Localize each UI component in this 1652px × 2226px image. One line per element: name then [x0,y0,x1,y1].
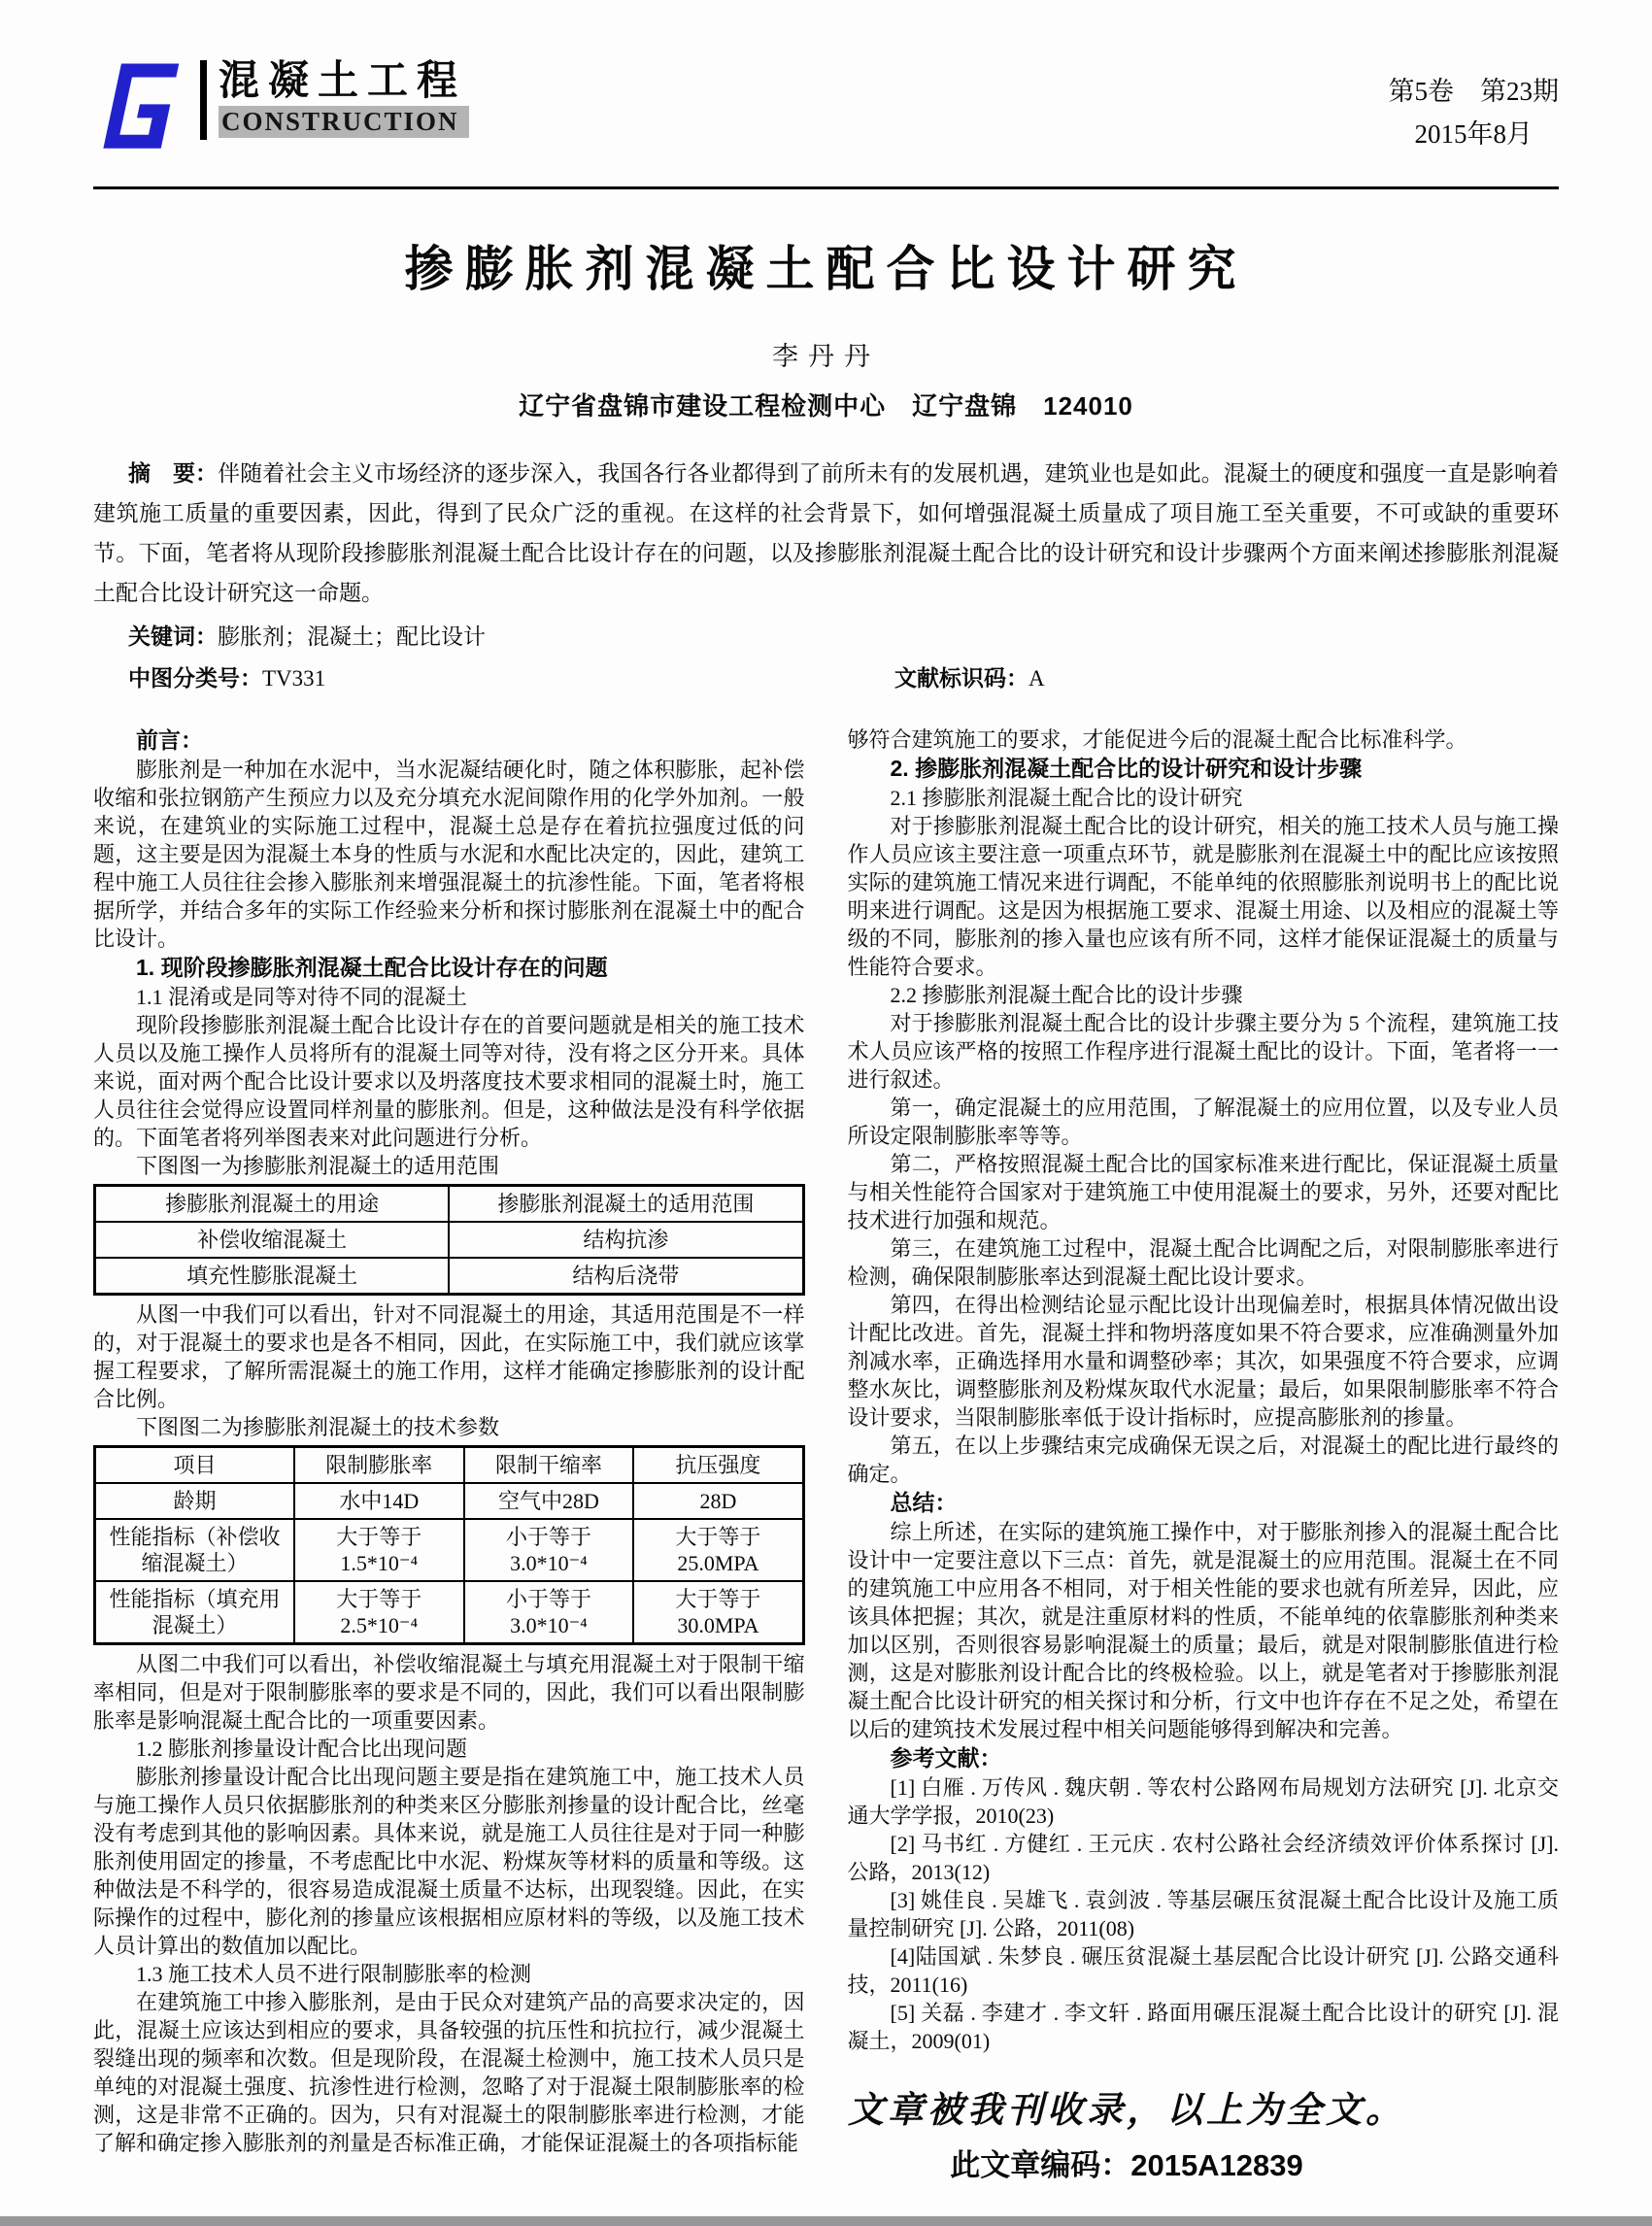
journal-logo-block [93,54,469,157]
reference-item: [2] 马书红 . 方健红 . 王元庆 . 农村公路社会经济绩效评价体系探讨 [J]. 公路，2013(12) [847,1832,1559,1884]
section-1-1-heading: 1.1 混淆或是同等对待不同的混凝土 [136,985,468,1009]
preface-paragraph: 膨胀剂是一种加在水泥中，当水泥凝结硬化时，随之体积膨胀，起补偿收缩和张拉钢筋产生预应力以及充分填充水泥间隙作用的化学外加剂。一般来说，在建筑业的实际施工过程中，混凝土总是存在着抗拉强度过低的问题，这主要是因为混凝土本身的性质与水泥和水配比决定的，因此，建筑工程中施工人员往往会掺入膨胀剂来增强混凝土的抗渗性能。下面，笔者将根据所学，并结合多年的实际工作经验来分析和探讨膨胀剂在混凝土中的配合比设计。 [93,758,805,951]
table-row [95,1447,804,1484]
journal-name-en: CONSTRUCTION [219,106,469,138]
table-cell: 项目 [95,1447,294,1484]
issue-info [1389,54,1560,155]
table-cell: 性能指标（填充用混凝土） [95,1581,294,1644]
reference-item: [1] 白雁 . 万传风 . 魏庆朝 . 等农村公路网布局规划方法研究 [J]. 北京交通大学学报，2010(23) [847,1775,1559,1828]
logo-divider [200,60,207,140]
table-cell: 大于等于2.5*10⁻⁴ [294,1581,464,1644]
table-cell: 龄期 [95,1483,294,1519]
page-bottom-edge [0,2216,1652,2226]
body-columns [93,725,1559,2157]
references-list [848,1773,1560,2055]
table-row [95,1222,804,1258]
table-cell: 抗压强度 [633,1447,803,1484]
journal-logo-icon [93,56,186,157]
table-cell: 填充性膨胀混凝土 [95,1258,450,1295]
table-cell: 28D [633,1483,803,1519]
after-table-1-paragraph: 从图一中我们可以看出，针对不同混凝土的用途，其适用范围是不一样的，对于混凝土的要求也是各不相同，因此，在实际施工中，我们就应该掌握工程要求，了解所需混凝土的施工作用，这样才能确定掺膨胀剂的设计配合比例。 [93,1302,805,1411]
table-cell: 大于等于30.0MPA [633,1581,803,1644]
section-1-2-paragraph: 膨胀剂掺量设计配合比出现问题主要是指在建筑施工中，施工技术人员与施工操作人员只依据膨胀剂的种类来区分膨胀剂掺量的设计配合比，丝毫没有考虑到其他的影响因素。具体来说，就是施工人员往往是对于同一种膨胀剂使用固定的掺量，不考虑配比中水泥、粉煤灰等材料的质量和等级。这种做法是不科学的，很容易造成混凝土质量不达标，出现裂缝。因此，在实际操作的过程中，膨化剂的掺量应该根据相应原材料的等级，以及施工技术人员计算出的数值加以配比。 [93,1765,805,1958]
footer-block [777,2080,1476,2184]
table-cell: 大于等于25.0MPA [633,1519,803,1581]
keywords-text: 膨胀剂；混凝土；配比设计 [218,624,486,649]
table-figure-2 [93,1445,805,1645]
section-2-1-heading: 2.1 掺膨胀剂混凝土配合比的设计研究 [890,786,1243,810]
footer-note: 文章被我刊收录，以上为全文。 [848,2091,1405,2131]
step-3-paragraph: 第三，在建筑施工过程中，混凝土配合比调配之后，对限制膨胀率进行检测，确保限制膨胀率达到混凝土配比设计要求。 [847,1236,1559,1289]
abstract-paragraph [93,454,1559,613]
section-2-heading: 2. 掺膨胀剂混凝土配合比的设计研究和设计步骤 [890,756,1363,781]
table-cell: 限制干缩率 [464,1447,634,1484]
figure-2-caption: 下图图二为掺膨胀剂混凝土的技术参数 [136,1415,500,1439]
summary-heading: 总结： [890,1490,958,1515]
journal-name-cn: 混凝土工程 [219,57,467,103]
table-cell: 结构后浇带 [449,1258,803,1295]
table-cell: 大于等于1.5*10⁻⁴ [294,1519,464,1581]
section-2-2-paragraph: 对于掺膨胀剂混凝土配合比的设计步骤主要分为 5 个流程，建筑施工技术人员应该严格的按照工作程序进行混凝土配比的设计。下面，笔者将一一进行叙述。 [847,1011,1559,1092]
table-row [95,1186,804,1223]
step-2-paragraph: 第二，严格按照混凝土配合比的国家标准来进行配比，保证混凝土质量与相关性能符合国家对于建筑施工中使用混凝土的要求，另外，还要对配比技术进行加强和规范。 [847,1152,1559,1232]
step-1-paragraph: 第一，确定混凝土的应用范围，了解混凝土的应用位置，以及专业人员所设定限制膨胀率等等。 [847,1096,1559,1148]
table-1-body [95,1186,804,1223]
clc-label: 中图分类号： [128,665,262,691]
table-figure-1 [93,1184,805,1296]
table-row [95,1581,804,1644]
reference-item: [3] 姚佳良 . 吴雄飞 . 袁剑波 . 等基层碾压贫混凝土配合比设计及施工质量控制研究 [J]. 公路，2011(08) [847,1888,1559,1940]
issue-volume: 第5卷 第23期 [1388,77,1559,106]
keywords-label: 关键词： [128,624,218,649]
journal-name-block [219,54,469,138]
table-cell: 空气中28D [464,1483,634,1519]
reference-item: [5] 关磊 . 李建才 . 李文轩 . 路面用碾压混凝土配合比设计的研究 [J]. 混凝土，2009(01) [847,2001,1559,2053]
table-row [95,1258,804,1295]
table-row [95,1483,804,1519]
table-1-rows [95,1222,804,1295]
table-cell: 水中14D [294,1483,464,1519]
table-cell: 性能指标（补偿收缩混凝土） [95,1519,294,1581]
section-1-3-paragraph: 在建筑施工中掺入膨胀剂，是由于民众对建筑产品的高要求决定的，因此，混凝土应该达到相应的要求，具备较强的抗压性和抗拉行，减少混凝土裂缝出现的频率和次数。但是现阶段，在混凝土检测中，施工技术人员只是单纯的对混凝土强度、抗渗性进行检测，忽略了对于混凝土限制膨胀率的检测，这是非常不正确的。因为，只有对混凝土的限制膨胀率进行检测，才能了解和确定掺入膨胀剂的剂量是否标准正确，才能保证混凝土的各项指标能 [93,1990,805,2155]
table-2-body [95,1447,804,1484]
author-name: 李丹丹 [772,342,880,371]
reference-item: [4]陆国斌 . 朱梦良 . 碾压贫混凝土基层配合比设计研究 [J]. 公路交通科技，2011(16) [847,1944,1559,1997]
figure-1-caption: 下图图一为掺膨胀剂混凝土的适用范围 [136,1154,500,1178]
preface-heading: 前言： [136,727,203,753]
table-cell: 小于等于3.0*10⁻⁴ [464,1519,634,1581]
table-cell: 掺膨胀剂混凝土的适用范围 [449,1186,803,1223]
keywords-line [93,617,1559,657]
table-2-rows [95,1483,804,1644]
table-cell: 掺膨胀剂混凝土的用途 [95,1186,450,1223]
table-cell: 限制膨胀率 [294,1447,464,1484]
table-cell: 结构抗渗 [449,1222,803,1258]
table-row [95,1519,804,1581]
section-1-heading: 1. 现阶段掺膨胀剂混凝土配合比设计存在的问题 [136,955,608,980]
left-column [93,725,805,2157]
paper-title: 掺膨胀剂混凝土配合比设计研究 [404,242,1248,296]
affiliation: 辽宁省盘锦市建设工程检测中心 辽宁盘锦 124010 [519,391,1133,421]
continued-paragraph: 够符合建筑施工的要求，才能促进今后的混凝土配合比标准科学。 [847,727,1467,752]
summary-paragraph: 综上所述，在实际的建筑施工操作中，对于膨胀剂掺入的混凝土配合比设计中一定要注意以下三点：首先，就是混凝土的应用范围。混凝土在不同的建筑施工中应用各不相同，对于相关性能的要求也就有所差异，因此，应该具体把握；其次，就是注重原材料的性质，不能单纯的依靠膨胀剂种类来加以区别，否则很容易影响混凝土的质量；最后，就是对限制膨胀值进行检测，这是对膨胀剂设计配合比的终极检验。以上，就是笔者对于掺膨胀剂混凝土配合比设计研究的相关探讨和分析，行文中也许存在不足之处，希望在以后的建筑技术发展过程中相关问题能够得到解决和完善。 [847,1520,1559,1741]
footer-article-code: 此文章编码：2015A12839 [950,2148,1303,2182]
table-cell: 补偿收缩混凝土 [95,1222,450,1258]
clc-value: TV331 [262,666,326,691]
doc-code-value: A [1028,666,1045,691]
journal-masthead [93,0,1559,186]
section-1-1-paragraph: 现阶段掺膨胀剂混凝土配合比设计存在的首要问题就是相关的施工技术人员以及施工操作人员将所有的混凝土同等对待，没有将之区分开来。具体来说，面对两个配合比设计要求以及坍落度技术要求相同的混凝土时，施工人员往往会觉得应设置同样剂量的膨胀剂。但是，这种做法是没有科学依据的。下面笔者将列举图表来对此问题进行分析。 [93,1013,805,1150]
references-heading: 参考文献： [890,1745,1002,1771]
header-rule [93,186,1559,189]
issue-date: 2015年8月 [1414,119,1533,149]
section-1-3-heading: 1.3 施工技术人员不进行限制膨胀率的检测 [136,1962,532,1986]
step-5-paragraph: 第五，在以上步骤结束完成确保无误之后，对混凝土的配比进行最终的确定。 [847,1433,1559,1486]
after-table-2-paragraph: 从图二中我们可以看出，补偿收缩混凝土与填充用混凝土对于限制干缩率相同，但是对于限制膨胀率的要求是不同的，因此，我们可以看出限制膨胀率是影响混凝土配合比的一项重要因素。 [93,1652,805,1733]
section-1-2-heading: 1.2 膨胀剂掺量设计配合比出现问题 [136,1737,468,1761]
step-4-paragraph: 第四，在得出检测结论显示配比设计出现偏差时，根据具体情况做出设计配比改进。首先，混凝土拌和物坍落度如果不符合要求，应准确测量外加剂减水率，正确选择用水量和调整砂率；其次，如果强度不符合要求，应调整水灰比，调整膨胀剂及粉煤灰取代水泥量；最后，如果限制膨胀率不符合设计要求，当限制膨胀率低于设计指标时，应提高膨胀剂的掺量。 [847,1293,1559,1430]
abstract-text: 伴随着社会主义市场经济的逐步深入，我国各行各业都得到了前所未有的发展机遇，建筑业也是如此。混凝土的硬度和强度一直是影响着建筑施工质量的重要因素，因此，得到了民众广泛的重视。在这样的社会背景下，如何增强混凝土质量成了项目施工至关重要，不可或缺的重要环节。下面，笔者将从现阶段掺膨胀剂混凝土配合比设计存在的问题，以及掺膨胀剂混凝土配合比的设计研究和设计步骤两个方面来阐述掺膨胀剂混凝土配合比设计研究这一命题。 [93,461,1560,605]
right-column [848,725,1560,2157]
table-cell: 小于等于3.0*10⁻⁴ [464,1581,634,1644]
abstract-label: 摘 要： [128,460,219,486]
clc-line [93,658,860,698]
section-2-2-heading: 2.2 掺膨胀剂混凝土配合比的设计步骤 [890,983,1243,1007]
classification-row [93,658,1559,698]
doc-code-line [860,658,1045,698]
doc-code-label: 文献标识码： [894,665,1028,691]
section-2-1-paragraph: 对于掺膨胀剂混凝土配合比的设计研究，相关的施工技术人员与施工操作人员应该主要注意一项重点环节，就是膨胀剂在混凝土中的配比应该按照实际的建筑施工情况来进行调配，不能单纯的依照膨胀剂说明书上的配比说明来进行调配。这是因为根据施工要求、混凝土用途、以及相应的混凝土等级的不同，膨胀剂的掺入量也应该有所不同，这样才能保证混凝土的质量与性能符合要求。 [847,814,1559,979]
